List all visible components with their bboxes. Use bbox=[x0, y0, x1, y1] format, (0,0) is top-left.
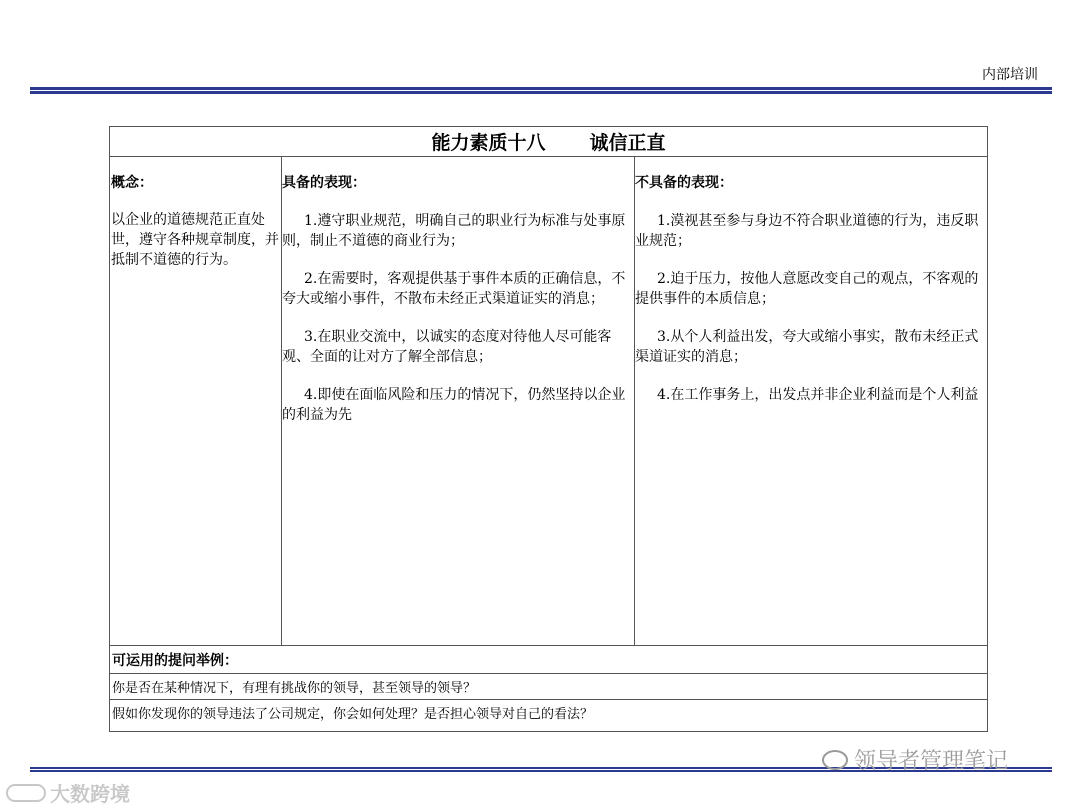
positive-behavior-item: 3.在职业交流中，以诚实的态度对待他人尽可能客观、全面的让对方了解全部信息； bbox=[282, 329, 612, 365]
question-row: 你是否在某种情况下，有理有挑战你的领导，甚至领导的领导？ bbox=[110, 674, 987, 700]
positive-behaviors-column bbox=[282, 157, 635, 645]
positive-behavior-item: 4.即使在面临风险和压力的情况下，仍然坚持以企业的利益为先 bbox=[282, 387, 626, 423]
watermark-right-text: 领导者管理笔记 bbox=[854, 749, 1009, 774]
title-competency-number: 能力素质十八 bbox=[431, 132, 546, 154]
positive-behaviors-heading: 具备的表现： bbox=[282, 175, 366, 191]
negative-behaviors-column bbox=[635, 157, 987, 645]
watermark-left-text: 大数跨境 bbox=[50, 782, 130, 806]
concept-text: 以企业的道德规范正直处世，遵守各种规章制度，并抵制不道德的行为。 bbox=[111, 212, 279, 268]
watermark-left bbox=[6, 778, 130, 807]
watermark-right bbox=[822, 744, 1008, 775]
negative-behavior-item: 4.在工作事务上，出发点并非企业利益而是个人利益 bbox=[657, 387, 979, 403]
questions-heading: 可运用的提问举例： bbox=[110, 645, 987, 674]
concept-heading: 概念： bbox=[111, 175, 153, 191]
brand-logo-icon bbox=[6, 784, 46, 802]
wechat-icon bbox=[822, 750, 848, 770]
negative-behavior-item: 1.漠视甚至参与身边不符合职业道德的行为，违反职业规范； bbox=[635, 213, 979, 249]
concept-column bbox=[110, 157, 282, 645]
header-label: 内部培训 bbox=[982, 67, 1038, 83]
negative-behaviors-heading: 不具备的表现： bbox=[635, 175, 733, 191]
question-row: 假如你发现你的领导违法了公司规定，你会如何处理？是否担心领导对自己的看法？ bbox=[112, 707, 594, 722]
competency-table bbox=[109, 126, 988, 732]
positive-behavior-item: 1.遵守职业规范，明确自己的职业行为标准与处事原则，制止不道德的商业行为； bbox=[282, 213, 626, 249]
negative-behavior-item: 2.迫于压力，按他人意愿改变自己的观点，不客观的提供事件的本质信息； bbox=[635, 271, 979, 307]
title-competency-name: 诚信正直 bbox=[589, 132, 666, 154]
negative-behavior-item: 3.从个人利益出发，夸大或缩小事实，散布未经正式渠道证实的消息； bbox=[635, 329, 979, 365]
table-title bbox=[110, 127, 987, 157]
positive-behavior-item: 2.在需要时，客观提供基于事件本质的正确信息，不夸大或缩小事件，不散布未经正式渠道证实的消息； bbox=[282, 271, 626, 307]
header-divider bbox=[30, 87, 1052, 94]
